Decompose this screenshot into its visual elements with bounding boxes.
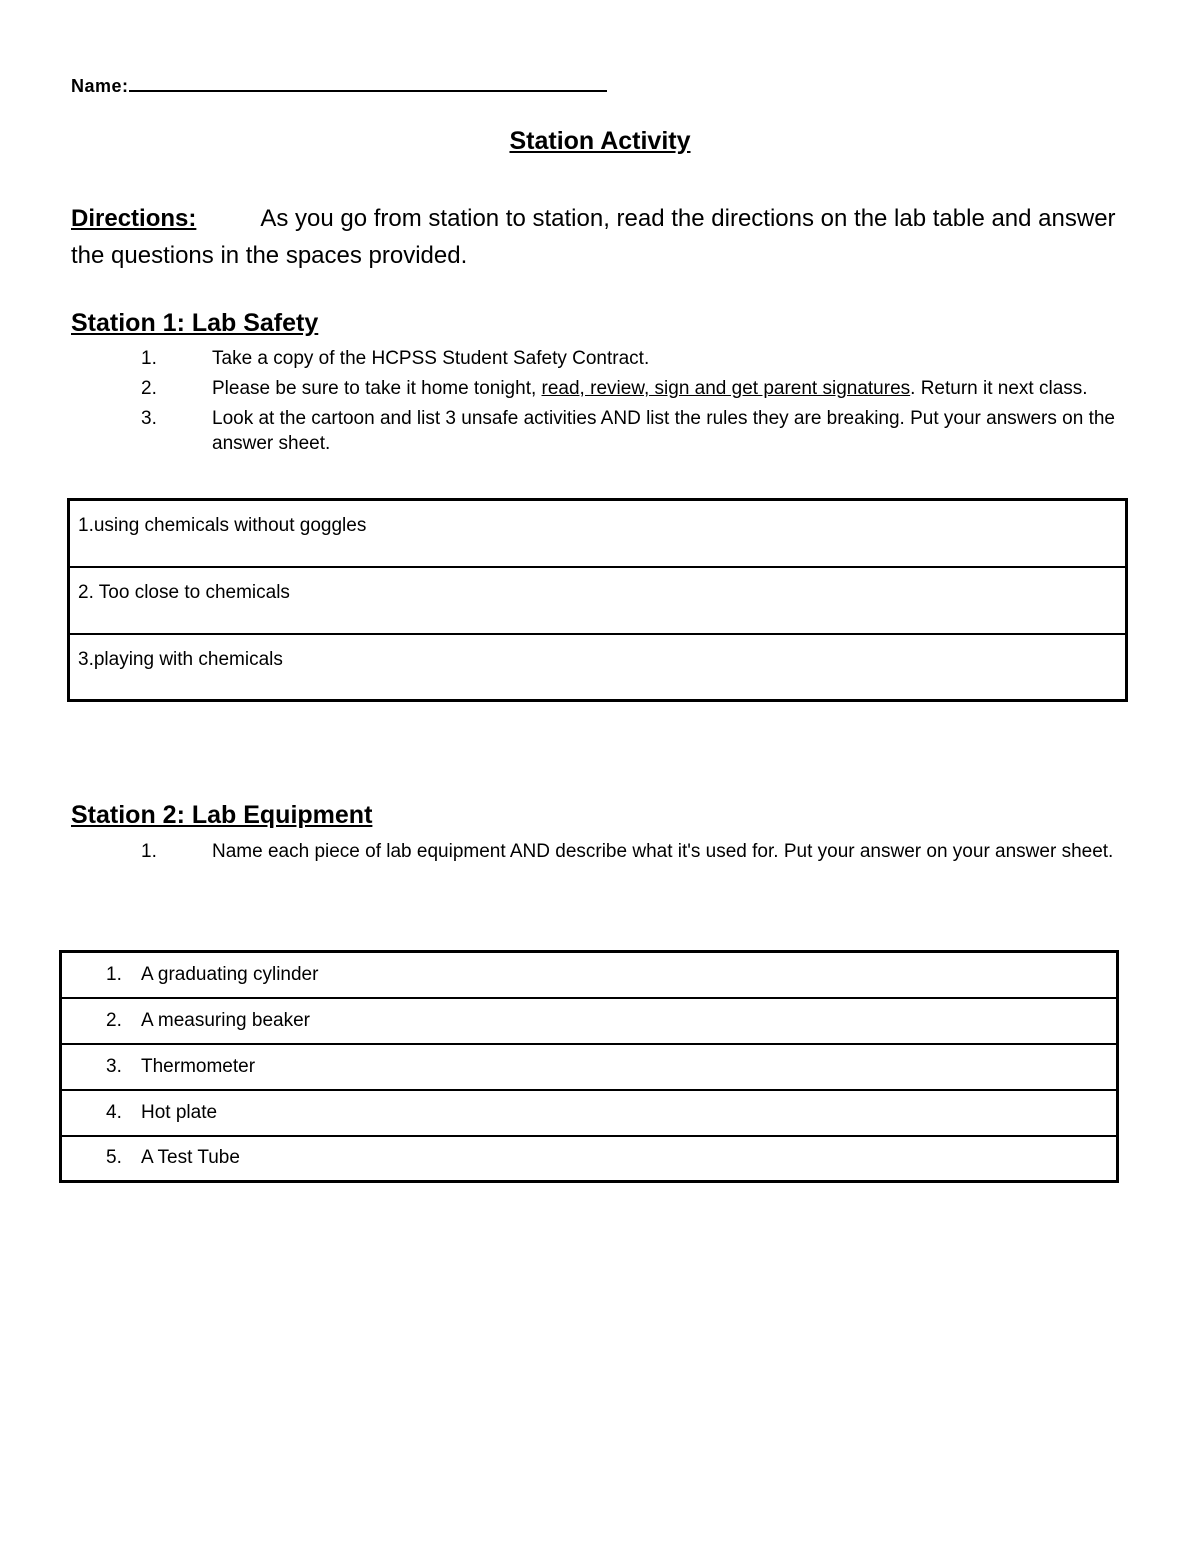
answer-cell[interactable]: 4. Hot plate <box>61 1090 1118 1136</box>
table-row <box>61 952 1118 998</box>
name-field <box>71 72 607 97</box>
answer-cell[interactable]: 5. A Test Tube <box>61 1136 1118 1182</box>
answer-cell[interactable]: 2. A measuring beaker <box>61 998 1118 1044</box>
directions <box>71 200 1141 274</box>
table-row <box>61 1090 1118 1136</box>
list-item: 3. Look at the cartoon and list 3 unsafe activities AND list the rules they are breaking. Put your answers on the answer sheet. <box>141 408 1115 454</box>
table-row <box>61 998 1118 1044</box>
station-1-answer-table <box>67 498 1128 702</box>
directions-label: Directions: <box>71 205 197 232</box>
table-row <box>69 500 1127 567</box>
answer-cell[interactable]: 3.playing with chemicals <box>69 634 1127 701</box>
table-row <box>69 634 1127 701</box>
list-item: 2. Please be sure to take it home tonight, read, review, sign and get parent signatures. Return it next class. <box>141 378 1088 399</box>
name-label: Name: <box>71 76 129 96</box>
page-title: Station Activity <box>509 127 691 155</box>
station-1-heading: Station 1: Lab Safety <box>71 309 319 337</box>
table-row <box>61 1044 1118 1090</box>
list-item: 1. Name each piece of lab equipment AND describe what it's used for. Put your answer on your answer sheet. <box>141 841 1114 862</box>
station-2-instructions <box>141 838 1131 871</box>
station-2-heading: Station 2: Lab Equipment <box>71 801 373 829</box>
answer-cell[interactable]: 1.using chemicals without goggles <box>69 500 1127 567</box>
answer-cell[interactable]: 3. Thermometer <box>61 1044 1118 1090</box>
table-row <box>69 567 1127 634</box>
station-2-answer-table <box>59 950 1119 1183</box>
station-1-instructions <box>141 346 1131 461</box>
list-item: 1. Take a copy of the HCPSS Student Safety Contract. <box>141 348 650 369</box>
name-blank-line[interactable] <box>129 72 607 92</box>
answer-cell[interactable]: 1. A graduating cylinder <box>61 952 1118 998</box>
table-row <box>61 1136 1118 1182</box>
answer-cell[interactable]: 2. Too close to chemicals <box>69 567 1127 634</box>
directions-text: As you go from station to station, read the directions on the lab table and answer the questions in the spaces provided. <box>71 205 1116 269</box>
